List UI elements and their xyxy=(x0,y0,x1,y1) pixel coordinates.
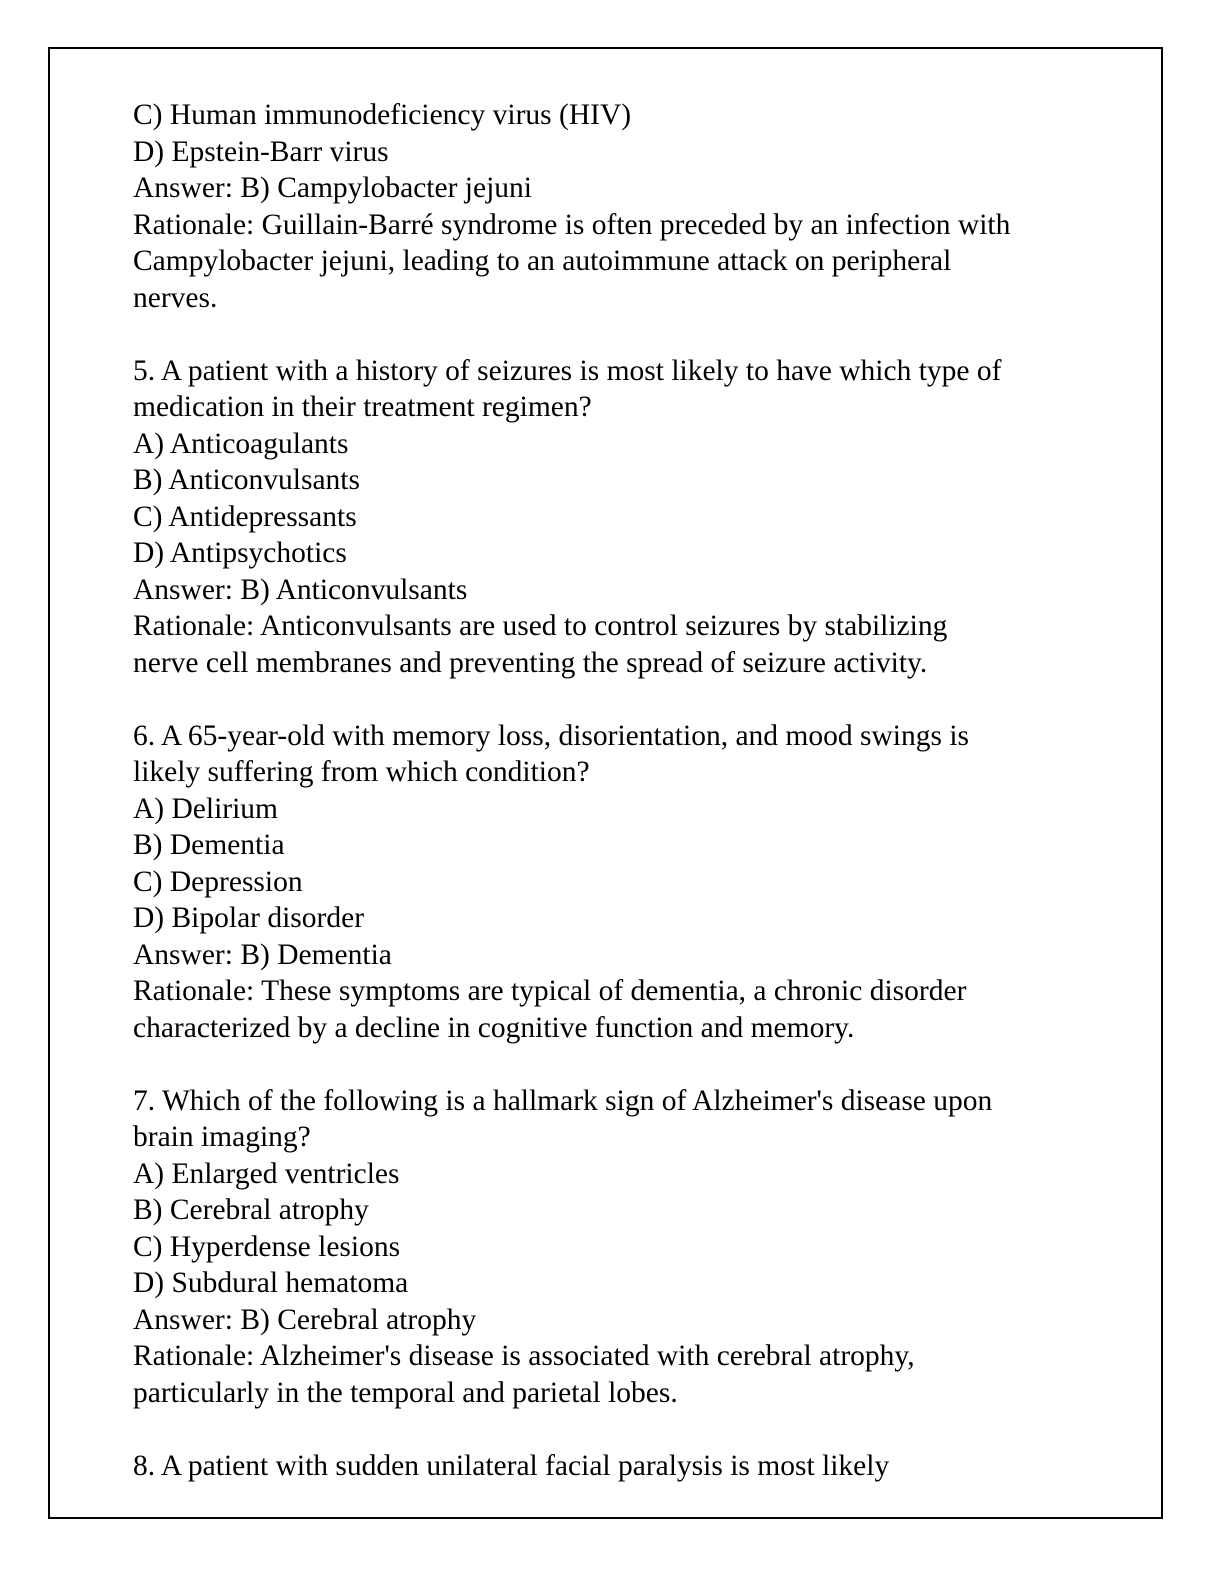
question-7 xyxy=(133,1083,1093,1412)
option-d: D) Bipolar disorder xyxy=(133,902,365,934)
option-c: C) Human immunodeficiency virus (HIV) xyxy=(133,99,632,131)
question-stem: brain imaging? xyxy=(133,1121,311,1153)
rationale-line: characterized by a decline in cognitive function and memory. xyxy=(133,1011,855,1044)
option-d: D) Antipsychotics xyxy=(133,537,347,569)
rationale-line: Campylobacter jejuni, leading to an autoimmune attack on peripheral xyxy=(133,245,952,277)
question-stem: medication in their treatment regimen? xyxy=(133,391,592,423)
paragraph-gap xyxy=(133,681,1093,718)
option-b: B) Cerebral atrophy xyxy=(133,1194,369,1226)
option-c: C) Antidepressants xyxy=(133,500,357,533)
document-body xyxy=(133,97,1093,1484)
option-d: D) Subdural hematoma xyxy=(133,1267,409,1299)
answer-line: Answer: B) Cerebral atrophy xyxy=(133,1303,477,1336)
question-stem: 6. A 65-year-old with memory loss, disorientation, and mood swings is xyxy=(133,719,969,752)
question-5 xyxy=(133,353,1093,682)
question-6 xyxy=(133,718,1093,1047)
option-a: A) Enlarged ventricles xyxy=(133,1157,400,1190)
question-stem: 5. A patient with a history of seizures is most likely to have which type of xyxy=(133,354,1002,387)
option-b: B) Dementia xyxy=(133,829,285,861)
answer-line: Answer: B) Campylobacter jejuni xyxy=(133,172,532,204)
option-a: A) Anticoagulants xyxy=(133,427,349,460)
rationale-line: particularly in the temporal and parietal lobes. xyxy=(133,1376,678,1409)
rationale-line: nerves. xyxy=(133,281,218,314)
answer-line: Answer: B) Dementia xyxy=(133,938,392,971)
question-stem: likely suffering from which condition? xyxy=(133,756,590,788)
paragraph-gap xyxy=(133,316,1093,353)
option-c: C) Hyperdense lesions xyxy=(133,1230,401,1263)
rationale-line: Rationale: Guillain-Barré syndrome is often preceded by an infection with xyxy=(133,208,1011,241)
question-stem: 8. A patient with sudden unilateral facial paralysis is most likely xyxy=(133,1449,890,1482)
rationale-line: Rationale: Anticonvulsants are used to control seizures by stabilizing xyxy=(133,610,948,642)
rationale-line: nerve cell membranes and preventing the spread of seizure activity. xyxy=(133,646,928,679)
option-d: D) Epstein-Barr virus xyxy=(133,135,389,168)
question-stem: 7. Which of the following is a hallmark sign of Alzheimer's disease upon xyxy=(133,1084,993,1117)
question-4-continuation xyxy=(133,97,1093,316)
question-8 xyxy=(133,1448,1093,1485)
option-a: A) Delirium xyxy=(133,792,279,825)
paragraph-gap xyxy=(133,1411,1093,1448)
option-c: C) Depression xyxy=(133,865,303,898)
option-b: B) Anticonvulsants xyxy=(133,464,360,496)
paragraph-gap xyxy=(133,1046,1093,1083)
answer-line: Answer: B) Anticonvulsants xyxy=(133,573,468,606)
rationale-line: Rationale: These symptoms are typical of dementia, a chronic disorder xyxy=(133,975,967,1007)
rationale-line: Rationale: Alzheimer's disease is associated with cerebral atrophy, xyxy=(133,1340,915,1372)
